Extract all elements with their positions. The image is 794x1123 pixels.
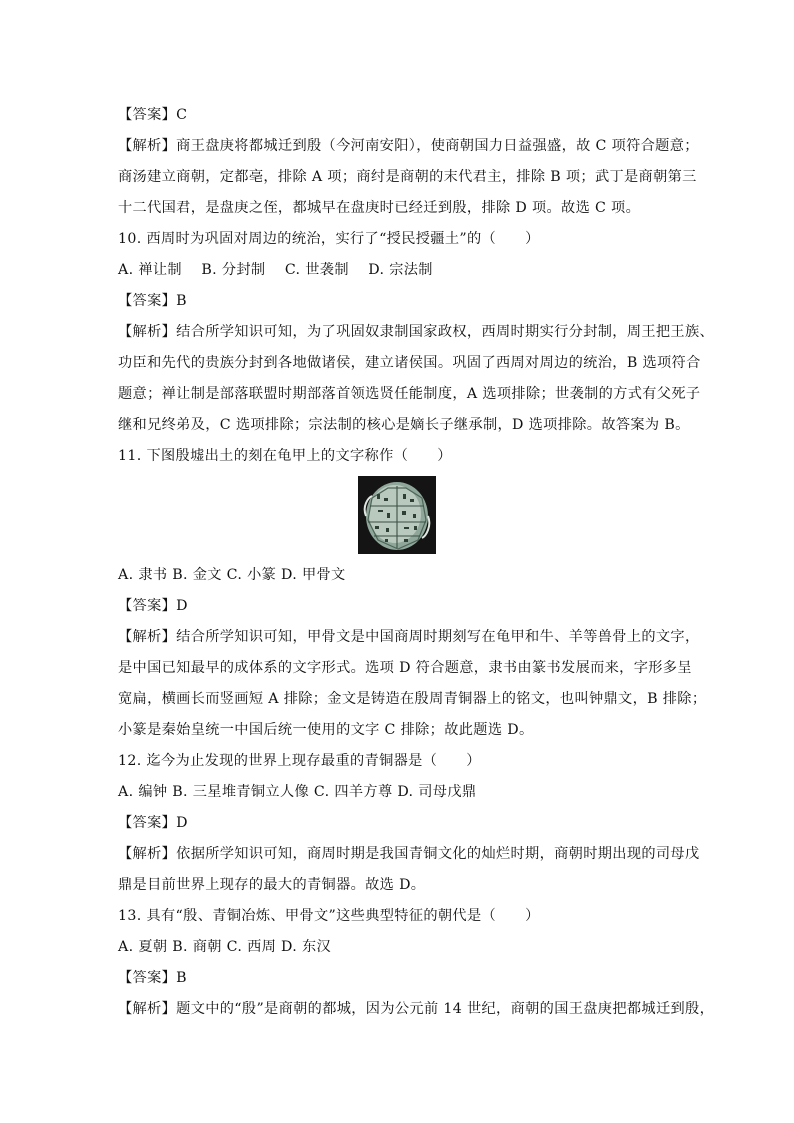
q9-answer: 【答案】C <box>118 107 188 123</box>
q13-options: A. 夏朝 B. 商朝 C. 西周 D. 东汉 <box>118 939 332 955</box>
q13-stem: 13. 具有“殷、青铜冶炼、甲骨文”这些典型特征的朝代是（ ） <box>118 908 540 924</box>
q10-stem: 10. 西周时为巩固对周边的统治，实行了“授民授疆土”的（ ） <box>118 231 540 247</box>
q13-answer: 【答案】B <box>118 970 187 986</box>
q10-analysis-line-3: 题意；禅让制是部落联盟时期部落首领选贤任能制度，A 选项排除；世袭制的方式有父死子 <box>118 386 701 402</box>
q10-analysis-line-1: 【解析】结合所学知识可知，为了巩固奴隶制国家政权，西周时期实行分封制，周王把王族、 <box>118 324 715 340</box>
q11-analysis-line-2: 是中国已知最早的成体系的文字形式。选项 D 符合题意，隶书由篆书发展而来，字形多呈 <box>118 660 692 676</box>
q13-analysis-line-1: 【解析】题文中的“殷”是商朝的都城，因为公元前 14 世纪，商朝的国王盘庚把都城迁到殷， <box>118 1001 715 1017</box>
q12-stem: 12. 迄今为止发现的世界上现存最重的青铜器是（ ） <box>118 753 481 769</box>
q10-analysis-line-2: 功臣和先代的贵族分封到各地做诸侯，建立诸侯国。巩固了西周对周边的统治，B 选项符合 <box>118 355 701 371</box>
q9-analysis-line-1: 【解析】商王盘庚将都城迁到殷（今河南安阳），使商朝国力日益强盛，故 C 项符合题意； <box>118 138 699 154</box>
q11-analysis-line-4: 小篆是秦始皇统一中国后统一使用的文字 C 排除；故此题选 D。 <box>118 722 534 738</box>
q11-options: A. 隶书 B. 金文 C. 小篆 D. 甲骨文 <box>118 567 346 583</box>
q12-analysis-line-1: 【解析】依据所学知识可知，商周时期是我国青铜文化的灿烂时期，商朝时期出现的司母戊 <box>118 846 700 862</box>
q11-figure <box>118 472 684 560</box>
q10-answer: 【答案】B <box>118 293 187 309</box>
q10-analysis-line-4: 继和兄终弟及，C 选项排除；宗法制的核心是嫡长子继承制，D 选项排除。故答案为 B。 <box>118 417 690 433</box>
q12-options: A. 编钟 B. 三星堆青铜立人像 C. 四羊方尊 D. 司母戊鼎 <box>118 784 477 800</box>
q12-analysis-line-2: 鼎是目前世界上现存的最大的青铜器。故选 D。 <box>118 877 426 893</box>
q11-analysis-line-3: 宽扁，横画长而竖画短 A 排除；金文是铸造在殷周青铜器上的铭文，也叫钟鼎文，B 排除； <box>118 691 707 707</box>
q10-options: A. 禅让制 B. 分封制 C. 世袭制 D. 宗法制 <box>118 262 433 278</box>
oracle-bone-turtle-shell-icon <box>358 476 436 554</box>
document-page <box>118 100 715 1025</box>
q11-answer: 【答案】D <box>118 598 188 614</box>
q11-stem: 11. 下图殷墟出土的刻在龟甲上的文字称作（ ） <box>118 448 452 464</box>
q9-analysis-line-3: 十二代国君，是盘庚之侄，都城早在盘庚时已经迁到殷，排除 D 项。故选 C 项。 <box>118 200 641 216</box>
q11-analysis-line-1: 【解析】结合所学知识可知，甲骨文是中国商周时期刻写在龟甲和牛、羊等兽骨上的文字， <box>118 629 700 645</box>
q9-analysis-line-2: 商汤建立商朝，定都亳，排除 A 项；商纣是商朝的末代君主，排除 B 项；武丁是商朝第三 <box>118 169 697 185</box>
q12-answer: 【答案】D <box>118 815 188 831</box>
